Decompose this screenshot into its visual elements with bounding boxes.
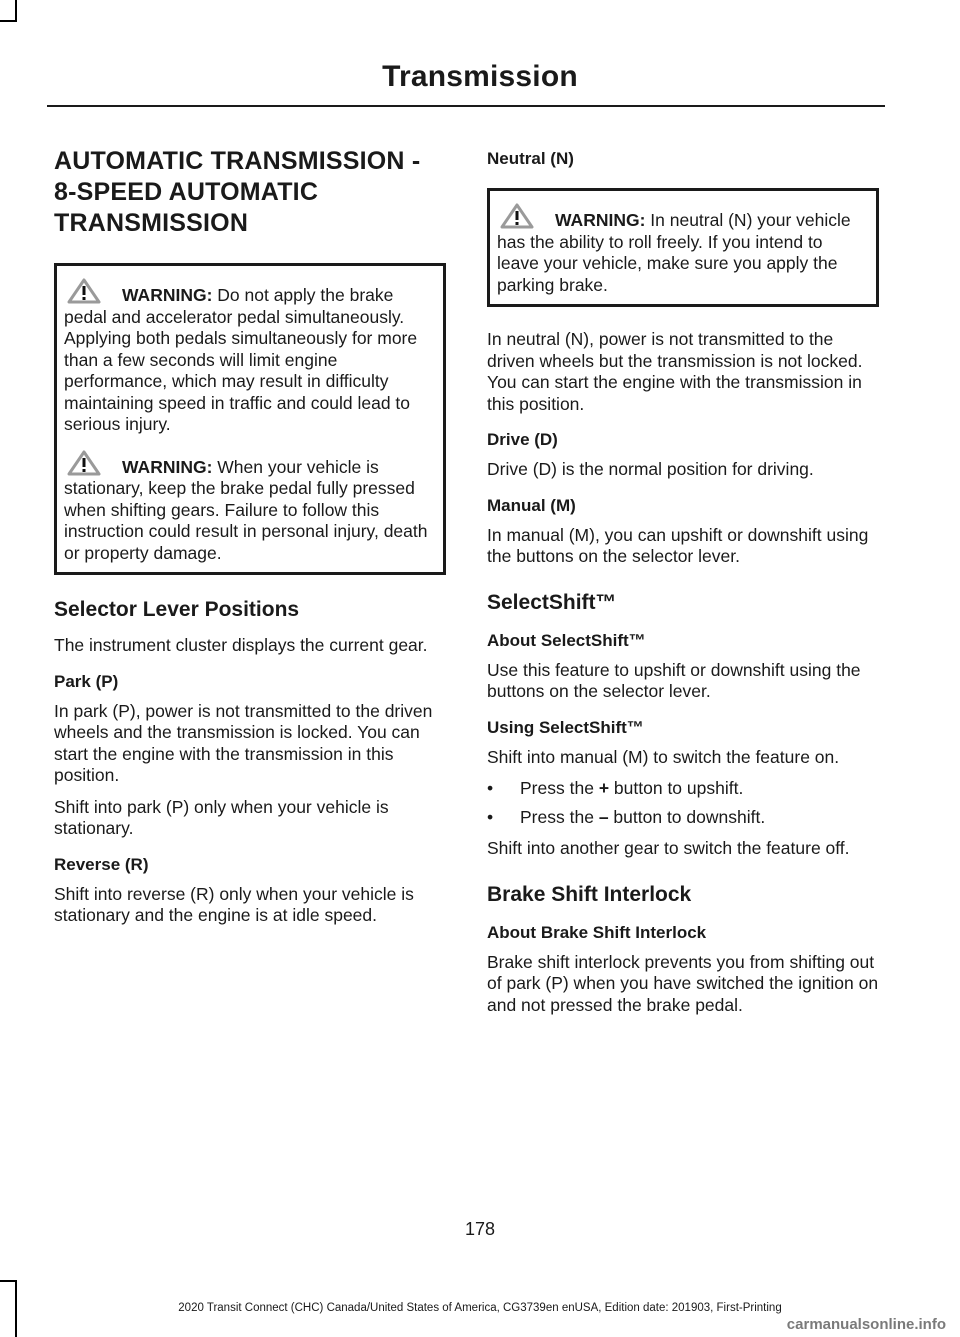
page-title: Transmission [382, 60, 578, 93]
body-text: In manual (M), you can upshift or downshift using the buttons on the selector lever. [487, 524, 869, 566]
minor-heading: Drive (D) [487, 430, 558, 449]
warning-box [54, 263, 446, 575]
body-text: Use this feature to upshift or downshift using the buttons on the selector lever. [487, 659, 861, 701]
bullet-icon: • [487, 778, 494, 798]
bullet-text: button to upshift. [613, 778, 744, 798]
minor-heading: Manual (M) [487, 495, 576, 515]
warning-label: WARNING: [555, 210, 646, 230]
bullet-text: button to downshift. [613, 806, 766, 827]
body-text: Brake shift interlock prevents you from shifting out of park (P) when you have switched the ignition on and not pressed the brake pedal. [487, 951, 879, 1015]
body-text: The instrument cluster displays the current gear. [54, 635, 428, 655]
bullet-text: Press the [520, 806, 594, 827]
warning-triangle-icon [497, 203, 553, 229]
minor-heading: Reverse (R) [54, 854, 149, 874]
warning-text: Do not apply the brake pedal and accelerator pedal simultaneously. Applying both pedals simultaneously for more than a few seconds will limit engine performance, which may result in difficulty maintaining speed in traffic and could lead to serious injury. [64, 285, 418, 434]
plus-button-symbol: + [598, 778, 610, 798]
bullet-list [487, 778, 879, 828]
minor-heading: About Brake Shift Interlock [487, 922, 707, 942]
minor-heading: Neutral (N) [487, 149, 574, 168]
minor-heading: About SelectShift™ [487, 630, 646, 650]
left-column [54, 140, 446, 937]
body-text: In neutral (N), power is not transmitted to the driven wheels but the transmission is not locked. You can start the engine with the transmission in this position. [487, 329, 863, 414]
warning-triangle-icon [64, 450, 120, 476]
header-divider [47, 105, 885, 107]
body-text: Shift into reverse (R) only when your vehicle is stationary and the engine is at idle speed. [54, 883, 414, 925]
list-item [487, 807, 879, 829]
crop-mark [0, 1280, 17, 1282]
crop-mark [15, 0, 17, 22]
right-column [487, 140, 879, 1026]
minor-heading: Park (P) [54, 671, 119, 691]
subsection-heading: Brake Shift Interlock [487, 882, 692, 906]
bullet-icon: • [487, 806, 494, 827]
page-number: 178 [464, 1219, 496, 1239]
warning-text: In neutral (N) your vehicle has the ability to roll freely. If you intend to leave your vehicle, make sure you apply the parking brake. [497, 210, 851, 295]
warning-box [487, 188, 879, 307]
crop-mark [0, 20, 17, 22]
warning-label: WARNING: [122, 456, 213, 477]
warning-item [497, 203, 868, 296]
body-text: In park (P), power is not transmitted to the driven wheels and the transmission is locked. You can start the engine with the transmission in this position. [54, 700, 433, 785]
list-item [487, 778, 879, 800]
minus-button-symbol: – [598, 806, 609, 827]
footer-text: 2020 Transit Connect (CHC) Canada/United States of America, CG3739en enUSA, Edition date: 201903, First-Printing [178, 1302, 782, 1314]
bullet-text: Press the [520, 778, 594, 798]
body-text: Shift into manual (M) to switch the feature on. [487, 746, 840, 767]
warning-item [64, 450, 435, 565]
section-heading: AUTOMATIC TRANSMISSION - 8-SPEED AUTOMATIC TRANSMISSION [54, 147, 421, 237]
watermark: carmanualsonline.info [786, 1316, 946, 1333]
minor-heading: Using SelectShift™ [487, 717, 644, 737]
body-text: Shift into park (P) only when your vehicle is stationary. [54, 796, 389, 838]
warning-text: When your vehicle is stationary, keep the brake pedal fully pressed when shifting gears. Failure to follow this instruction could result in personal injury, death or property damage. [64, 456, 428, 563]
subsection-heading: Selector Lever Positions [54, 598, 300, 621]
warning-item [64, 278, 435, 436]
warning-label: WARNING: [122, 285, 213, 305]
subsection-heading: SelectShift™ [487, 590, 617, 614]
warning-triangle-icon [64, 278, 120, 304]
body-text: Drive (D) is the normal position for driving. [487, 459, 814, 479]
body-text: Shift into another gear to switch the feature off. [487, 838, 850, 858]
